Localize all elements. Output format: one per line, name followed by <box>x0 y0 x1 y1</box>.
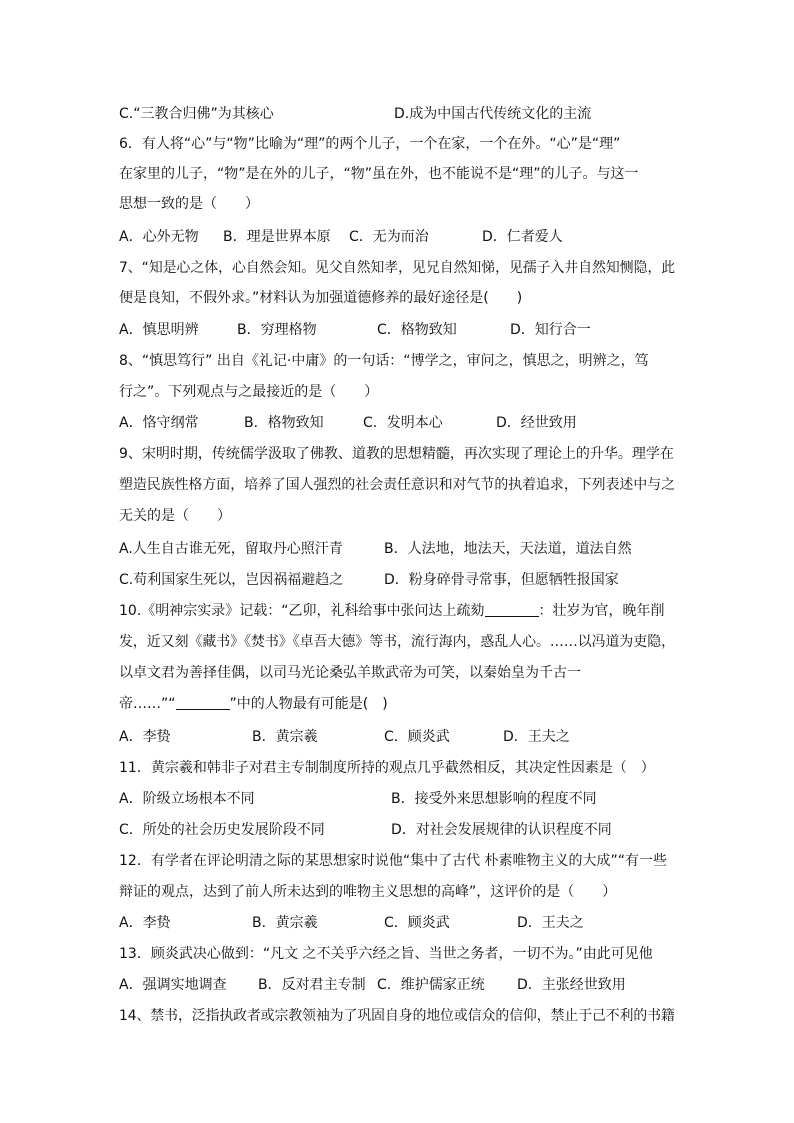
q7-stem-line-1: 7、“知是心之体，心自然会知。见父自然知孝，见兄自然知悌，见孺子入井自然知恻隐，此 <box>119 260 676 276</box>
q9-option-d: D．粉身碎骨寻常事，但愿牺牲报国家 <box>384 572 619 588</box>
q12-stem-line-1: 12．有学者在评论明清之际的某思想家时说他“集中了古代 朴素唯物主义的大成”“有一些 <box>119 853 668 869</box>
q11-option-c: C．所处的社会历史发展阶段不同 <box>119 822 325 838</box>
q10-line4-text-tail: ”中的人物最有可能是( ) <box>229 696 388 712</box>
q10-stem-line-2: 发，近又刻《藏书》《焚书》《卓吾大德》等书，流行海内，惑乱人心。……以冯道为吏隐， <box>119 634 676 650</box>
q8-option-d: D．经世致用 <box>496 415 577 431</box>
q8-option-c: C．发明本心 <box>363 415 443 431</box>
q6-stem-line-2: 在家里的儿子，“物”是在外的儿子，“物”虽在外，也不能说不是“理”的儿子。与这一 <box>119 166 639 182</box>
q13-stem-line-1: 13．顾炎武决心做到：“凡文 之不关乎六经之旨、当世之务者，一切不为。”由此可见他 <box>119 946 653 962</box>
q10-stem-line-3: 以卓文君为善择佳偶，以司马光论桑弘羊欺武帝为可笑，以秦始皇为千古一 <box>119 665 581 681</box>
q9-option-a: A.人生自古谁无死，留取丹心照汗青 <box>119 541 343 557</box>
q10-line1-text-tail: ：壮岁为官，晚年削 <box>538 603 665 619</box>
q9-stem-line-2: 塑造民族性格方面，培养了国人强烈的社会责任意识和对气节的执着追求，下列表述中与之 <box>119 477 676 493</box>
q9-stem-line-1: 9、宋明时期，传统儒学汲取了佛教、道教的思想精髓，再次实现了理论上的升华。理学在 <box>119 446 674 462</box>
q12-stem-line-2: 辩证的观点，达到了前人所未达到的唯物主义思想的高峰”，这评价的是（ ） <box>119 884 617 900</box>
q6-option-c: C．无为而治 <box>349 229 429 245</box>
q7-option-c: C．格物致知 <box>377 322 457 338</box>
q5-option-d: D.成为中国古代传统文化的主流 <box>394 106 592 122</box>
q6-option-d: D．仁者爱人 <box>482 229 563 245</box>
q8-option-b: B．格物致知 <box>244 415 324 431</box>
q12-option-d: D．王夫之 <box>517 915 584 931</box>
q12-option-b: B．黄宗羲 <box>252 915 318 931</box>
q8-option-a: A．恪守纲常 <box>119 415 199 431</box>
q6-stem-line-1: 6．有人将“心”与“物”比喻为“理”的两个儿子，一个在家，一个在外。“心”是“理” <box>119 136 621 152</box>
q13-option-c: C．维护儒家正统 <box>377 977 485 993</box>
q13-option-a: A．强调实地调查 <box>119 977 227 993</box>
q6-option-a: A．心外无物 <box>119 229 199 245</box>
q6-option-b: B．理是世界本原 <box>223 229 331 245</box>
q10-option-a: A．李贽 <box>119 729 171 745</box>
q5-option-c: C.“三教合归佛”为其核心 <box>119 106 274 122</box>
q9-option-b: B．人法地，地法天，天法道，道法自然 <box>384 541 632 557</box>
q10-option-d: D．王夫之 <box>503 729 570 745</box>
q7-stem-line-2: 便是良知，不假外求。”材料认为加强道德修养的最好途径是( ) <box>119 290 523 306</box>
q8-stem-line-2: 行之”。下列观点与之最接近的是（ ） <box>119 384 379 400</box>
q13-option-d: D．主张经世致用 <box>517 977 626 993</box>
answer-blank <box>176 695 230 710</box>
q11-option-d: D．对社会发展规律的认识程度不同 <box>391 822 612 838</box>
q10-stem-line-1 <box>119 602 665 620</box>
q11-option-b: B．接受外来思想影响的程度不同 <box>391 791 597 807</box>
q10-option-c: C．顾炎武 <box>384 729 450 745</box>
q12-option-a: A．李贽 <box>119 915 171 931</box>
answer-blank <box>485 602 539 617</box>
q7-option-d: D．知行合一 <box>510 322 591 338</box>
q7-option-a: A．慎思明辨 <box>119 322 199 338</box>
q10-line4-text: 帝……”“ <box>119 696 176 712</box>
q12-option-c: C．顾炎武 <box>384 915 450 931</box>
q11-option-a: A．阶级立场根本不同 <box>119 791 255 807</box>
q11-stem-line-1: 11．黄宗羲和韩非子对君主专制制度所持的观点几乎截然相反，其决定性因素是（ ） <box>119 760 655 776</box>
q13-option-b: B．反对君主专制 <box>258 977 366 993</box>
q9-stem-line-3: 无关的是（ ） <box>119 508 231 524</box>
q6-stem-line-3: 思想一致的是（ ） <box>119 196 259 212</box>
q8-stem-line-1: 8、“慎思笃行” 出自《礼记·中庸》的一句话：“博学之，审问之，慎思之，明辨之，笃 <box>119 353 649 369</box>
q7-option-b: B．穷理格物 <box>237 322 317 338</box>
q10-option-b: B．黄宗羲 <box>252 729 318 745</box>
q14-stem-line-1: 14、禁书，泛指执政者或宗教领袖为了巩固自身的地位或信众的信仰，禁止于己不利的书籍 <box>119 1008 675 1024</box>
q9-option-c: C.苟利国家生死以，岂因祸福避趋之 <box>119 572 344 588</box>
q10-line1-text: 10.《明神宗实录》记载：“乙卯，礼科给事中张问达上疏劾 <box>119 603 485 619</box>
q10-stem-line-4 <box>119 695 388 713</box>
